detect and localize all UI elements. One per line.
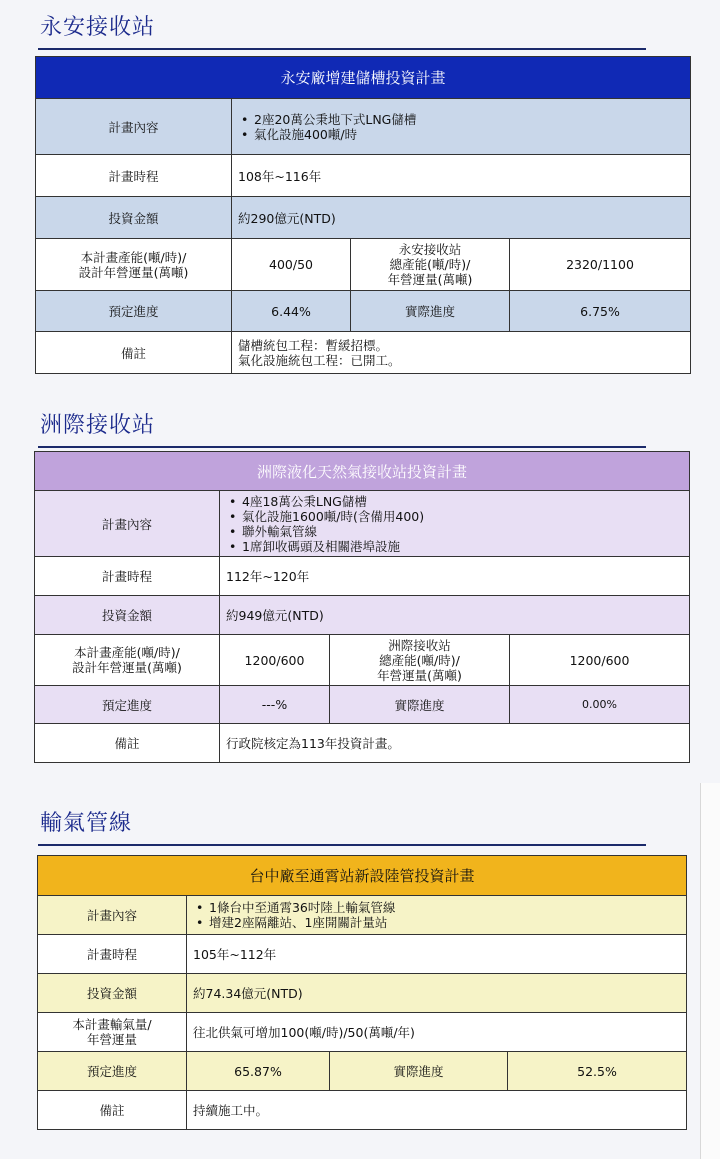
page-edge <box>700 783 720 1159</box>
investment-label: 投資金額 <box>38 974 187 1013</box>
table-header: 永安廠增建儲槽投資計畫 <box>36 57 691 99</box>
list-item: • 氣化設施1600噸/時(含備用400) <box>242 509 683 524</box>
remarks-label: 備註 <box>36 332 232 374</box>
station-capacity-value: 1200/600 <box>510 635 690 686</box>
schedule-label: 計畫時程 <box>36 155 232 197</box>
content-value <box>187 896 687 935</box>
station-capacity-label: 洲際接收站 總產能(噸/時)/ 年營運量(萬噸) <box>330 635 510 686</box>
capacity-label: 本計畫產能(噸/時)/ 設計年營運量(萬噸) <box>35 635 220 686</box>
section-divider <box>38 48 646 50</box>
list-item: • 1席卸收碼頭及相關港埠設施 <box>242 539 683 554</box>
actual-progress-value: 52.5% <box>508 1052 687 1091</box>
capacity-label: 本計畫輸氣量/ 年營運量 <box>38 1013 187 1052</box>
zhouji-plan-table <box>34 451 690 763</box>
capacity-value: 往北供氣可增加100(噸/時)/50(萬噸/年) <box>187 1013 687 1052</box>
content-label: 計畫內容 <box>35 491 220 557</box>
section-divider <box>38 446 646 448</box>
list-item: • 聯外輸氣管線 <box>242 524 683 539</box>
planned-progress-label: 預定進度 <box>38 1052 187 1091</box>
planned-progress-value: ---% <box>220 686 330 724</box>
content-value <box>232 99 691 155</box>
table-header: 台中廠至通霄站新設陸管投資計畫 <box>38 856 687 896</box>
list-item: • 1條台中至通霄36吋陸上輸氣管線 <box>209 900 680 915</box>
capacity-value: 400/50 <box>232 239 351 291</box>
pipeline-plan-table <box>37 855 687 1130</box>
investment-value: 約949億元(NTD) <box>220 596 690 635</box>
section-title: 洲際接收站 <box>40 413 156 438</box>
schedule-value: 112年~120年 <box>220 557 690 596</box>
capacity-label: 本計畫產能(噸/時)/ 設計年營運量(萬噸) <box>36 239 232 291</box>
content-value <box>220 491 690 557</box>
station-capacity-value: 2320/1100 <box>510 239 691 291</box>
remarks-label: 備註 <box>35 724 220 763</box>
content-label: 計畫內容 <box>36 99 232 155</box>
list-item: • 4座18萬公秉LNG儲槽 <box>242 494 683 509</box>
list-item: • 氣化設施400噸/時 <box>254 127 684 142</box>
actual-progress-value: 0.00% <box>510 686 690 724</box>
remarks-value: 行政院核定為113年投資計畫。 <box>220 724 690 763</box>
list-item: • 增建2座隔離站、1座開關計量站 <box>209 915 680 930</box>
actual-progress-label: 實際進度 <box>330 1052 508 1091</box>
investment-value: 約74.34億元(NTD) <box>187 974 687 1013</box>
yongan-plan-table <box>35 56 691 374</box>
actual-progress-value: 6.75% <box>510 291 691 332</box>
list-item: • 2座20萬公秉地下式LNG儲槽 <box>254 112 684 127</box>
planned-progress-value: 6.44% <box>232 291 351 332</box>
remarks-value: 持續施工中。 <box>187 1091 687 1130</box>
content-label: 計畫內容 <box>38 896 187 935</box>
station-capacity-label: 永安接收站 總產能(噸/時)/ 年營運量(萬噸) <box>351 239 510 291</box>
investment-label: 投資金額 <box>36 197 232 239</box>
section-title: 永安接收站 <box>40 15 156 40</box>
planned-progress-label: 預定進度 <box>36 291 232 332</box>
schedule-value: 108年~116年 <box>232 155 691 197</box>
actual-progress-label: 實際進度 <box>351 291 510 332</box>
section-divider <box>38 844 646 846</box>
schedule-label: 計畫時程 <box>38 935 187 974</box>
actual-progress-label: 實際進度 <box>330 686 510 724</box>
investment-value: 約290億元(NTD) <box>232 197 691 239</box>
remarks-value: 儲槽統包工程：暫緩招標。 氣化設施統包工程：已開工。 <box>232 332 691 374</box>
planned-progress-label: 預定進度 <box>35 686 220 724</box>
investment-label: 投資金額 <box>35 596 220 635</box>
capacity-value: 1200/600 <box>220 635 330 686</box>
schedule-label: 計畫時程 <box>35 557 220 596</box>
schedule-value: 105年~112年 <box>187 935 687 974</box>
table-header: 洲際液化天然氣接收站投資計畫 <box>35 452 690 491</box>
remarks-label: 備註 <box>38 1091 187 1130</box>
planned-progress-value: 65.87% <box>187 1052 330 1091</box>
section-title: 輸氣管線 <box>40 811 133 836</box>
